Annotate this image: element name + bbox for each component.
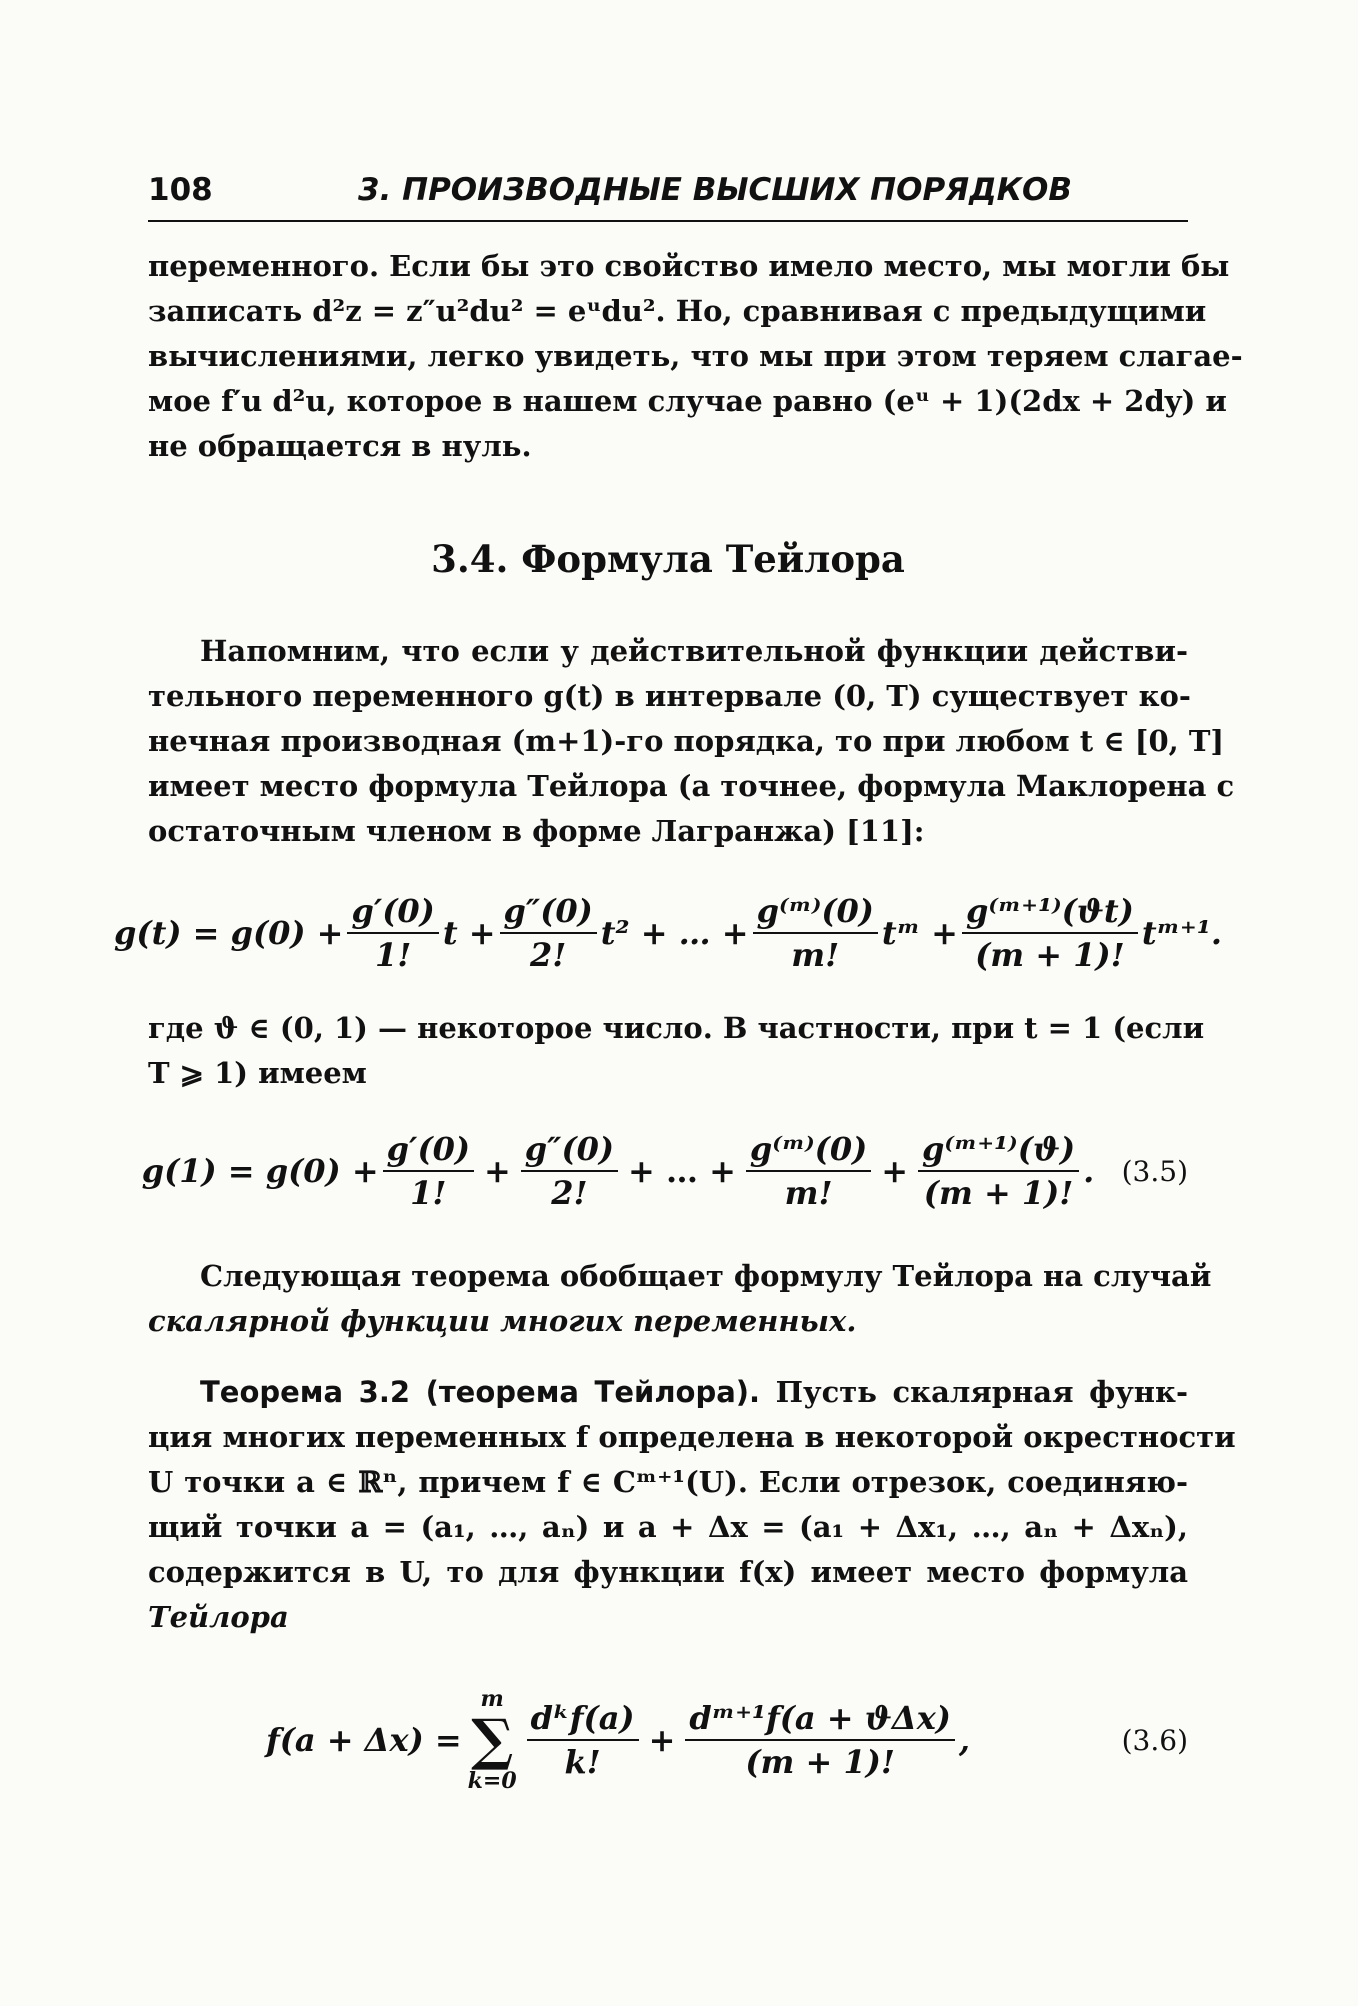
denominator: 1!	[410, 1174, 447, 1212]
operator: +	[483, 1152, 511, 1190]
formula-term: t² + … +	[600, 914, 749, 952]
denominator: m!	[784, 1174, 833, 1212]
fraction	[918, 1130, 1079, 1212]
recall-paragraph	[148, 629, 1235, 854]
text-line: вычислениями, легко увидеть, что мы при этом теряем слагае-	[148, 339, 1243, 373]
after-formula-paragraph	[148, 1006, 1205, 1096]
text-line: ция многих переменных f определена в некоторой окрестности	[148, 1420, 1236, 1454]
denominator: (m + 1)!	[975, 936, 1125, 974]
text-line: Тейлора	[148, 1600, 289, 1634]
denominator: m!	[791, 936, 840, 974]
theorem-paragraph	[148, 1370, 1236, 1640]
text-line: U точки a ∈ ℝⁿ, причем f ∈ Cᵐ⁺¹(U). Если отрезок, соединяю-	[148, 1465, 1188, 1499]
text-line: записать d²z = z″u²du² = eᵘdu². Но, сравнивая с предыдущими	[148, 294, 1207, 328]
formula-3-6	[148, 1670, 1188, 1810]
text-line: содержится в U, то для функции f(x) имеет место формула	[148, 1555, 1188, 1589]
formula-end: ,	[958, 1721, 971, 1759]
numerator: dᵐ⁺¹f(a + ϑΔx)	[685, 1699, 955, 1741]
text-line: где ϑ ∈ (0, 1) — некоторое число. В частности, при t = 1 (если	[148, 1011, 1205, 1045]
summation	[468, 1686, 517, 1794]
denominator: 2!	[551, 1174, 588, 1212]
numerator: g⁽ᵐ⁺¹⁾(ϑ)	[918, 1130, 1079, 1172]
text-line: Следующая теорема обобщает формулу Тейлора на случай	[200, 1259, 1212, 1293]
denominator: k!	[564, 1743, 601, 1781]
sum-lower-limit: k=0	[467, 1768, 517, 1794]
page	[114, 168, 1243, 1810]
text-line: переменного. Если бы это свойство имело место, мы могли бы	[148, 249, 1230, 283]
text-line: остаточным членом в форме Лагранжа) [11]:	[148, 814, 925, 848]
formula-lhs: f(a + Δx) =	[265, 1721, 462, 1759]
formula-end: .	[1083, 1152, 1095, 1190]
fraction	[500, 892, 597, 974]
text-line: нечная производная (m+1)-го порядка, то при любом t ∈ [0, T]	[148, 724, 1225, 758]
denominator: 2!	[530, 936, 567, 974]
fraction	[962, 892, 1138, 974]
text-line: T ⩾ 1) имеем	[148, 1056, 367, 1090]
text-line: щий точки a = (a₁, …, aₙ) и a + Δx = (a₁ + Δx₁, …, aₙ + Δxₙ),	[148, 1510, 1188, 1544]
fraction	[347, 892, 438, 974]
fraction	[527, 1699, 639, 1781]
formula-taylor-t	[114, 878, 1222, 988]
numerator: g⁽ᵐ⁾(0)	[753, 892, 878, 934]
page-number: 108	[148, 172, 213, 208]
text-line: не обращается в нуль.	[148, 429, 532, 463]
sum-symbol: ∑	[471, 1707, 514, 1773]
formula-term: t +	[442, 914, 496, 952]
numerator: g⁽ᵐ⁾(0)	[746, 1130, 871, 1172]
chapter-title: 3. ПРОИЗВОДНЫЕ ВЫСШИХ ПОРЯДКОВ	[358, 172, 1072, 208]
text-line	[148, 1370, 1188, 1415]
fraction	[685, 1699, 955, 1781]
intro-paragraph	[148, 244, 1243, 469]
fraction	[746, 1130, 871, 1212]
text-line: тельного переменного g(t) в интервале (0, T) существует ко-	[148, 679, 1191, 713]
operator: +	[648, 1721, 676, 1759]
numerator: dᵏf(a)	[527, 1699, 639, 1741]
formula-term: tᵐ +	[881, 914, 958, 952]
section-title: 3.4. Формула Тейлора	[431, 537, 905, 581]
equation-number: (3.6)	[1121, 1723, 1188, 1757]
operator: + … +	[628, 1152, 736, 1190]
formula-lhs: g(1) = g(0) +	[141, 1152, 379, 1190]
fraction	[753, 892, 878, 974]
fraction	[383, 1130, 474, 1212]
theorem-heading: Теорема 3.2 (теорема Тейлора).	[200, 1375, 761, 1409]
theorem-text: Пусть скалярная функ-	[775, 1375, 1188, 1409]
denominator: (m + 1)!	[923, 1174, 1074, 1212]
numerator: g⁽ᵐ⁺¹⁾(ϑt)	[962, 892, 1138, 934]
formula-3-5	[141, 1116, 1188, 1226]
numerator: g″(0)	[521, 1130, 618, 1172]
numerator: g′(0)	[347, 892, 438, 934]
sum-upper-limit: m	[480, 1686, 504, 1712]
numerator: g′(0)	[383, 1130, 474, 1172]
running-head	[148, 168, 1188, 222]
operator: +	[881, 1152, 909, 1190]
numerator: g″(0)	[500, 892, 597, 934]
denominator: 1!	[374, 936, 412, 974]
formula-term: tᵐ⁺¹.	[1141, 914, 1222, 952]
text-line: мое f′u d²u, которое в нашем случае равно (eᵘ + 1)(2dx + 2dy) и	[148, 384, 1227, 418]
formula-lhs: g(t) = g(0) +	[114, 914, 344, 952]
equation-number: (3.5)	[1121, 1154, 1188, 1188]
text-line: Напомним, что если у действительной функции действи-	[200, 634, 1188, 668]
fraction	[521, 1130, 618, 1212]
text-line: скалярной функции многих переменных.	[148, 1304, 857, 1338]
next-paragraph	[148, 1254, 1212, 1344]
text-line: имеет место формула Тейлора (а точнее, формула Маклорена с	[148, 769, 1235, 803]
denominator: (m + 1)!	[745, 1743, 895, 1781]
